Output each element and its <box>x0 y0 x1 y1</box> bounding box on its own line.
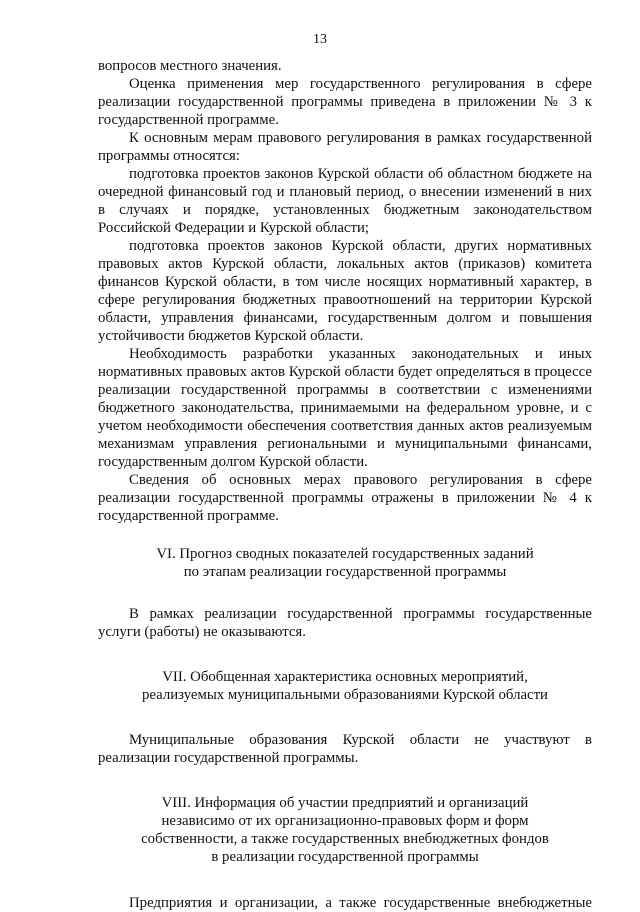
section-8-heading <box>98 794 592 866</box>
section-8-heading-line: VIII. Информация об участии предприятий и организаций <box>161 795 529 811</box>
section-7-heading <box>98 668 592 704</box>
section-6-heading-line: по этапам реализации государственной программы <box>183 564 507 580</box>
section-6-heading-line: VI. Прогноз сводных показателей государственных заданий <box>156 546 534 562</box>
section-8-heading-line: собственности, а также государственных внебюджетных фондов <box>141 831 549 847</box>
paragraph-normative-acts: подготовка проектов законов Курской области, других нормативных правовых актов Курской области, локальных актов (приказов) комитета финансов Курской области, в том числе носящих нормативный характер, в сфере регулирования бюджетных правоотношений на территории Курской области, управления финансами, государственным долгом и повышения устойчивости бюджетов Курской области. <box>98 238 592 344</box>
document-body <box>98 57 592 912</box>
section-8-text: Предприятия и организации, а также государственные внебюджетные <box>129 895 592 911</box>
section-7-heading-line: реализуемых муниципальными образованиями Курской области <box>142 687 548 703</box>
paragraph-necessity: Необходимость разработки указанных законодательных и иных нормативных правовых актов Курской области будет определяться в процессе реализации государственной программы в соответствии с изменениями бюджетного законодательства, принимаемыми на федеральном уровне, и с учетом необходимости обеспечения соответствия данных актов реализуемым механизмам управления региональными и муниципальными финансами, государственным долгом Курской области. <box>98 346 592 470</box>
paragraph-legal-measures-intro: К основным мерам правового регулирования в рамках государственной программы относятся: <box>98 130 592 164</box>
page-number: 13 <box>313 32 327 47</box>
section-6-heading <box>98 545 592 581</box>
section-6-text: В рамках реализации государственной программы государственные услуги (работы) не оказываются. <box>98 606 592 640</box>
section-7-text: Муниципальные образования Курской области не участвуют в реализации государственной программы. <box>98 732 592 766</box>
paragraph-appendix-4: Сведения об основных мерах правового регулирования в сфере реализации государственной программы отражены в приложении № 4 к государственной программе. <box>98 472 592 524</box>
section-8-heading-line: независимо от их организационно-правовых форм и форм <box>161 813 529 829</box>
paragraph-budget-laws: подготовка проектов законов Курской области об областном бюджете на очередной финансовый год и плановый период, о внесении изменений в них в случаях и порядке, установленных бюджетным законодательством Российской Федерации и Курской области; <box>98 166 592 236</box>
section-8-heading-line: в реализации государственной программы <box>211 849 479 865</box>
section-7-heading-line: VII. Обобщенная характеристика основных мероприятий, <box>162 669 528 685</box>
paragraph-assessment: Оценка применения мер государственного регулирования в сфере реализации государственной программы приведена в приложении № 3 к государственной программе. <box>98 76 592 128</box>
paragraph-continuation: вопросов местного значения. <box>98 58 282 74</box>
